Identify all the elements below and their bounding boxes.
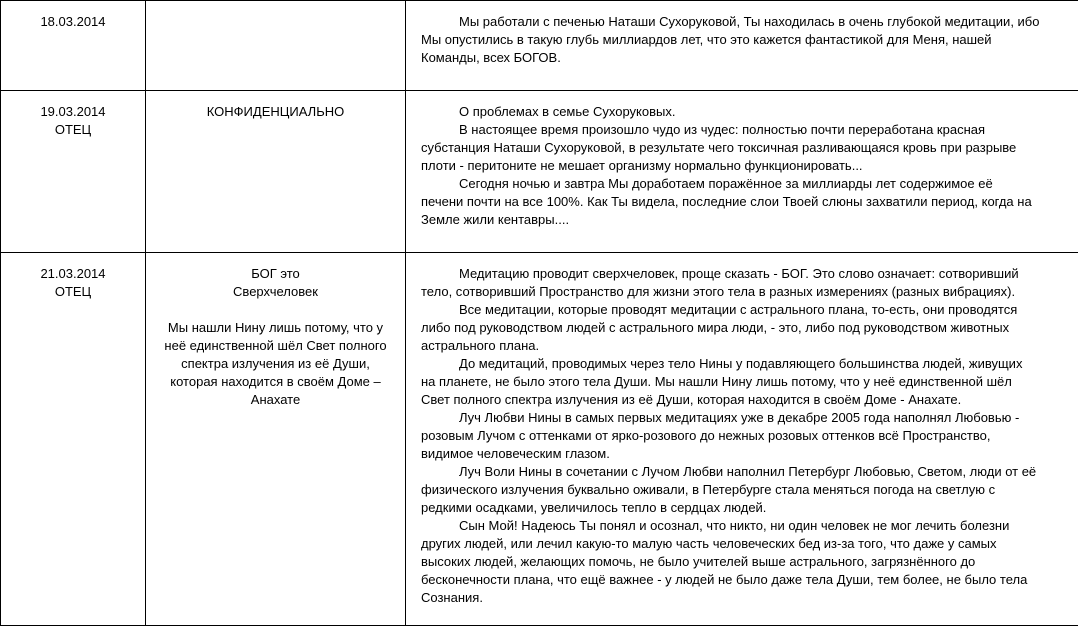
topic-cell: [146, 91, 406, 253]
date-text: 21.03.2014: [1, 265, 145, 283]
text-line: астрального плана.: [421, 337, 1078, 355]
text-line: Земле жили кентавры....: [421, 211, 1078, 229]
text-line: субстанция Наташи Сухоруковой, в результате чего токсичная разливающаяся кровь при разрыве: [421, 139, 1078, 157]
text-line: Луч Воли Нины в сочетании с Лучом Любви наполнил Петербург Любовью, Светом, люди от её: [421, 463, 1078, 481]
topic-cell: [146, 1, 406, 91]
text-line: Сын Мой! Надеюсь Ты понял и осознал, что никто, ни один человек не мог лечить болезни: [421, 517, 1078, 535]
text-line: Все медитации, которые проводят медитации с астрального плана, то-есть, они проводятся: [421, 301, 1078, 319]
text-line: Мы опустились в такую глубь миллиардов лет, что это кажется фантастикой для Меня, нашей: [421, 31, 1078, 49]
table-row: [1, 1, 1078, 91]
text-line: либо под руководством людей с астрального мира люди, - это, либо под руководством животных: [421, 319, 1078, 337]
author-text: ОТЕЦ: [1, 283, 145, 301]
topic-cell: [146, 253, 406, 626]
text-line: бесконечности плана, что ещё важнее - у людей не было даже тела Души, тем более, не было тела: [421, 571, 1078, 589]
text-line: тело, сотворивший Пространство для жизни этого тела в разных измерениях (разных вибрациях).: [421, 283, 1078, 301]
topic-spacer: [146, 301, 405, 319]
topic-text: Мы нашли Нину лишь потому, что у: [146, 319, 405, 337]
topic-text: КОНФИДЕНЦИАЛЬНО: [146, 103, 405, 121]
text-cell: [406, 253, 1078, 626]
date-text: 18.03.2014: [1, 13, 145, 31]
table-row: [1, 253, 1078, 626]
date-cell: [1, 1, 146, 91]
topic-text: Анахате: [146, 391, 405, 409]
text-line: печени почти на все 100%. Как Ты видела, последние слои Твоей слюны захватили период, когда на: [421, 193, 1078, 211]
topic-text: неё единственной шёл Свет полного: [146, 337, 405, 355]
topic-text: которая находится в своём Доме –: [146, 373, 405, 391]
text-line: В настоящее время произошло чудо из чудес: полностью почти переработана красная: [421, 121, 1078, 139]
text-line: Мы работали с печенью Наташи Сухоруковой, Ты находилась в очень глубокой медитации, ибо: [421, 13, 1078, 31]
text-line: розовым Лучом с оттенками от ярко-розового до нежных розовых оттенков всё Пространство,: [421, 427, 1078, 445]
text-line: Луч Любви Нины в самых первых медитациях уже в декабре 2005 года наполнял Любовью -: [421, 409, 1078, 427]
text-cell: [406, 1, 1078, 91]
text-line: плоти - перитоните не мешает организму нормально функционировать...: [421, 157, 1078, 175]
topic-text: Сверхчеловек: [146, 283, 405, 301]
topic-text: спектра излучения из её Души,: [146, 355, 405, 373]
table-row: [1, 91, 1078, 253]
text-line: О проблемах в семье Сухоруковых.: [421, 103, 1078, 121]
date-cell: [1, 91, 146, 253]
date-cell: [1, 253, 146, 626]
text-line: высоких людей, желающих помочь, не было учителей выше астрального, загрязнённого до: [421, 553, 1078, 571]
text-line: Свет полного спектра излучения из её Души, которая находится в своём Доме - Анахате.: [421, 391, 1078, 409]
text-line: Сегодня ночью и завтра Мы доработаем поражённое за миллиарды лет содержимое её: [421, 175, 1078, 193]
text-line: на планете, не было этого тела Души. Мы нашли Нину лишь потому, что у неё единственной шёл: [421, 373, 1078, 391]
text-line: видимое человеческим глазом.: [421, 445, 1078, 463]
date-text: 19.03.2014: [1, 103, 145, 121]
text-line: Медитацию проводит сверхчеловек, проще сказать - БОГ. Это слово означает: сотворивший: [421, 265, 1078, 283]
text-line: До медитаций, проводимых через тело Нины у подавляющего большинства людей, живущих: [421, 355, 1078, 373]
text-line: других людей, или лечил какую-то малую часть человеческих бед из-за того, что даже у самых: [421, 535, 1078, 553]
topic-text: БОГ это: [146, 265, 405, 283]
text-line: физического излучения буквально оживали, в Петербурге стала меняться погода на светлую с: [421, 481, 1078, 499]
text-line: Команды, всех БОГОВ.: [421, 49, 1078, 67]
text-line: редкими осадками, увеличилось тепло в сердцах людей.: [421, 499, 1078, 517]
text-cell: [406, 91, 1078, 253]
text-line: Сознания.: [421, 589, 1078, 607]
author-text: ОТЕЦ: [1, 121, 145, 139]
